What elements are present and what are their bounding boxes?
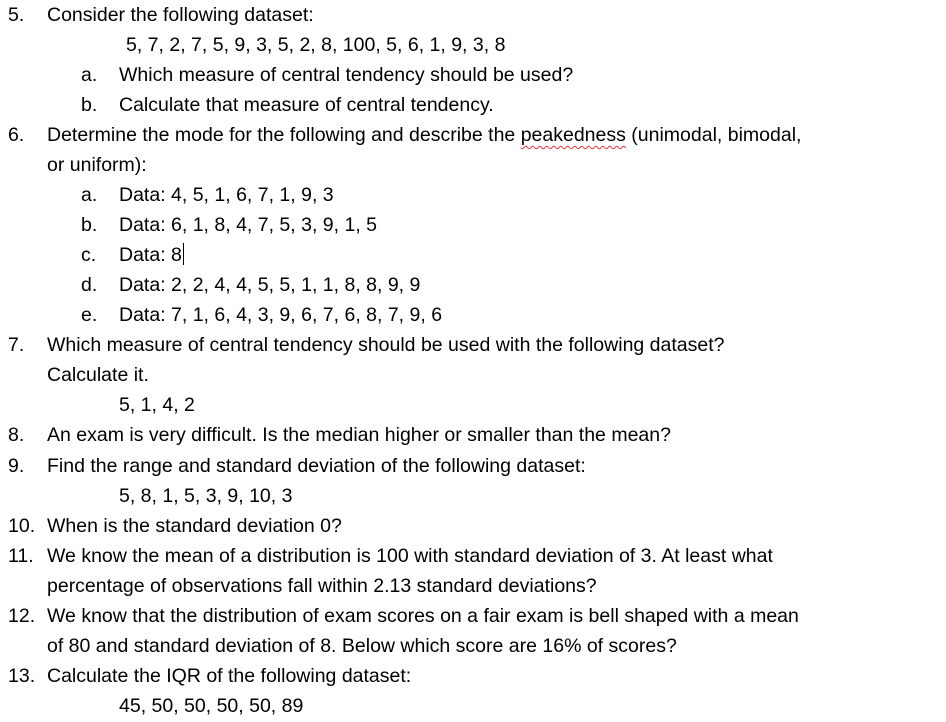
question-text-continued: or uniform): (47, 154, 147, 176)
question-text-continued: Calculate it. (47, 364, 149, 386)
question-text-continued: of 80 and standard deviation of 8. Below which score are 16% of scores? (47, 635, 677, 657)
question-text: We know the mean of a distribution is 100 with standard deviation of 3. At least what (47, 545, 773, 567)
part-text: Data: 8 (119, 244, 182, 266)
question-text: An exam is very difficult. Is the median higher or smaller than the mean? (47, 424, 671, 446)
question-text: Which measure of central tendency should be used with the following dataset? (47, 334, 725, 356)
question-text: Consider the following dataset: (47, 4, 314, 26)
question-number: 8. (8, 424, 25, 446)
question-text-continued: percentage of observations fall within 2.13 standard deviations? (47, 575, 597, 597)
dataset: 5, 7, 2, 7, 5, 9, 3, 5, 2, 8, 100, 5, 6, 1, 9, 3, 8 (126, 34, 506, 56)
part-letter: e. (81, 304, 98, 326)
text-cursor (183, 243, 185, 265)
part-text: Calculate that measure of central tendency. (119, 94, 494, 116)
part-text: Data: 7, 1, 6, 4, 3, 9, 6, 7, 6, 8, 7, 9, 6 (119, 304, 443, 326)
part-letter: d. (81, 274, 98, 296)
question-number: 6. (8, 124, 25, 146)
question-text-before: Determine the mode for the following and describe the (47, 124, 521, 146)
part-text-editable[interactable] (119, 240, 184, 270)
part-text: Which measure of central tendency should be used? (119, 64, 574, 86)
question-number: 5. (8, 4, 25, 26)
dataset: 5, 8, 1, 5, 3, 9, 10, 3 (119, 485, 293, 507)
question-number: 7. (8, 334, 25, 356)
question-number: 10. (8, 515, 36, 537)
part-text: Data: 6, 1, 8, 4, 7, 5, 3, 9, 1, 5 (119, 214, 377, 236)
part-letter: b. (81, 94, 98, 116)
question-text: Calculate the IQR of the following dataset: (47, 665, 412, 687)
question-text: When is the standard deviation 0? (47, 515, 342, 537)
part-text: Data: 4, 5, 1, 6, 7, 1, 9, 3 (119, 184, 334, 206)
dataset: 5, 1, 4, 2 (119, 394, 195, 416)
part-text: Data: 2, 2, 4, 4, 5, 5, 1, 1, 8, 8, 9, 9 (119, 274, 421, 296)
question-number: 12. (8, 605, 36, 627)
question-text (47, 120, 801, 150)
part-letter: b. (81, 214, 98, 236)
spellcheck-misspelled-word[interactable]: peakedness (520, 124, 626, 146)
question-number: 11. (8, 545, 34, 567)
question-number: 13. (8, 665, 36, 687)
part-letter: c. (81, 244, 97, 266)
dataset: 45, 50, 50, 50, 50, 89 (119, 695, 304, 717)
part-letter: a. (81, 64, 98, 86)
question-number: 9. (8, 455, 25, 477)
question-text: Find the range and standard deviation of the following dataset: (47, 455, 586, 477)
question-text-after: (unimodal, bimodal, (625, 124, 802, 146)
question-text: We know that the distribution of exam scores on a fair exam is bell shaped with a mean (47, 605, 799, 627)
part-letter: a. (81, 184, 98, 206)
